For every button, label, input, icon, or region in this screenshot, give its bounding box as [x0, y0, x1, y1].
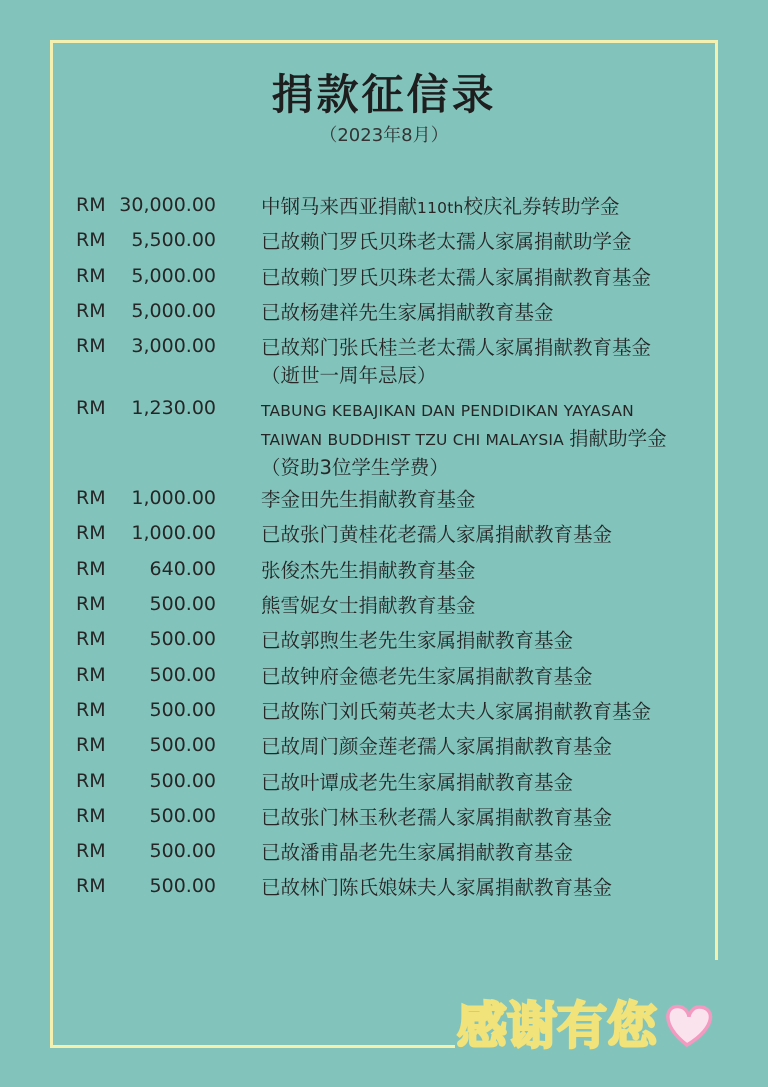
donation-description	[261, 193, 741, 222]
donation-description	[261, 334, 741, 390]
donation-amount: 500.00	[149, 628, 216, 651]
donation-row	[0, 261, 768, 296]
description-line: （资助3位学生学费）	[261, 456, 449, 480]
donation-amount: 500.00	[149, 875, 216, 898]
description-line: 已故杨建祥先生家属捐献教育基金	[261, 300, 554, 324]
donation-row	[0, 801, 768, 836]
donation-row	[0, 624, 768, 659]
donation-amount: 500.00	[149, 698, 216, 721]
donation-amount: 500.00	[149, 804, 216, 827]
donation-description	[261, 299, 741, 327]
donation-description	[261, 557, 741, 585]
donation-row	[0, 766, 768, 801]
donation-description	[261, 592, 741, 620]
description-line: 已故郑门张氏桂兰老太孺人家属捐献教育基金	[261, 336, 652, 360]
donation-list	[0, 190, 768, 907]
currency-label: RM	[76, 335, 106, 358]
donation-row	[0, 518, 768, 553]
thanks-badge	[455, 985, 720, 1055]
description-line: （逝世一周年忌辰）	[261, 364, 437, 388]
donation-row	[0, 589, 768, 624]
donation-amount: 500.00	[149, 734, 216, 757]
currency-label: RM	[76, 264, 106, 287]
description-line: 已故陈门刘氏菊英老太夫人家属捐献教育基金	[261, 699, 652, 723]
currency-label: RM	[76, 628, 106, 651]
donation-row	[0, 836, 768, 871]
currency-label: RM	[76, 522, 106, 545]
description-line: 李金田先生捐献教育基金	[261, 488, 476, 512]
donation-amount: 1,230.00	[131, 397, 216, 420]
currency-label: RM	[76, 663, 106, 686]
currency-label: RM	[76, 487, 106, 510]
description-line: 已故赖门罗氏贝珠老太孺人家属捐献教育基金	[261, 265, 652, 289]
description-line: 已故周门颜金莲老孺人家属捐献教育基金	[261, 735, 613, 759]
donation-description	[261, 521, 741, 549]
donation-row	[0, 871, 768, 906]
currency-label: RM	[76, 734, 106, 757]
currency-label: RM	[76, 593, 106, 616]
currency-label: RM	[76, 194, 106, 216]
currency-label: RM	[76, 698, 106, 721]
currency-label: RM	[76, 557, 106, 580]
description-line: 熊雪妮女士捐献教育基金	[261, 594, 476, 618]
donation-description	[261, 486, 741, 514]
donation-amount: 30,000.00	[119, 194, 216, 216]
currency-label: RM	[76, 769, 106, 792]
donation-description	[261, 733, 741, 761]
currency-label: RM	[76, 397, 106, 420]
description-line: TABUNG KEBAJIKAN DAN PENDIDIKAN YAYASAN	[261, 402, 634, 421]
donation-row	[0, 190, 768, 225]
donation-row	[0, 393, 768, 483]
donation-amount: 500.00	[149, 769, 216, 792]
description-line: TAIWAN BUDDHIST TZU CHI MALAYSIA 捐献助学金	[261, 427, 667, 451]
currency-label: RM	[76, 229, 106, 252]
description-line: 已故张门黄桂花老孺人家属捐献教育基金	[261, 523, 613, 547]
donation-description	[261, 396, 741, 482]
page-title: 捐款征信录	[271, 70, 497, 119]
description-line: 已故钟府金德老先生家属捐献教育基金	[261, 664, 593, 688]
description-line: 已故叶谭成老先生家属捐献教育基金	[261, 770, 574, 794]
description-line: 已故潘甫晶老先生家属捐献教育基金	[261, 841, 574, 865]
donation-description	[261, 769, 741, 797]
donation-amount: 5,000.00	[131, 299, 216, 322]
currency-label: RM	[76, 804, 106, 827]
donation-row	[0, 225, 768, 260]
donation-row	[0, 660, 768, 695]
donation-amount: 3,000.00	[131, 335, 216, 358]
description-line: 已故张门林玉秋老孺人家属捐献教育基金	[261, 805, 613, 829]
donation-row	[0, 695, 768, 730]
description-line: 已故赖门罗氏贝珠老太孺人家属捐献助学金	[261, 230, 632, 254]
donation-amount: 500.00	[149, 593, 216, 616]
currency-label: RM	[76, 840, 106, 863]
donation-amount: 1,000.00	[131, 487, 216, 510]
donation-amount: 500.00	[149, 840, 216, 863]
donation-description	[261, 627, 741, 655]
donation-description	[261, 874, 741, 902]
donation-row	[0, 554, 768, 589]
donation-amount: 1,000.00	[131, 522, 216, 545]
donation-row	[0, 730, 768, 765]
description-line: 中钢马来西亚捐献110th校庆礼券转助学金	[261, 195, 620, 218]
donation-row	[0, 483, 768, 518]
donation-row	[0, 331, 768, 393]
donation-description	[261, 228, 741, 256]
heart-icon	[668, 1007, 711, 1045]
donation-amount: 500.00	[149, 663, 216, 686]
donation-description	[261, 839, 741, 867]
donation-description	[261, 663, 741, 691]
donation-amount: 5,000.00	[131, 264, 216, 287]
page-subtitle: （2023年8月）	[319, 125, 449, 146]
description-line: 张俊杰先生捐献教育基金	[261, 558, 476, 582]
thanks-text: 感谢有您	[457, 997, 657, 1055]
currency-label: RM	[76, 299, 106, 322]
donation-description	[261, 264, 741, 292]
description-line: 已故林门陈氏娘妹夫人家属捐献教育基金	[261, 876, 613, 900]
currency-label: RM	[76, 875, 106, 898]
donation-amount: 5,500.00	[131, 229, 216, 252]
donation-amount: 640.00	[149, 557, 216, 580]
description-line: 已故郭煦生老先生家属捐献教育基金	[261, 629, 574, 653]
donation-description	[261, 698, 741, 726]
donation-description	[261, 804, 741, 832]
donation-row	[0, 296, 768, 331]
